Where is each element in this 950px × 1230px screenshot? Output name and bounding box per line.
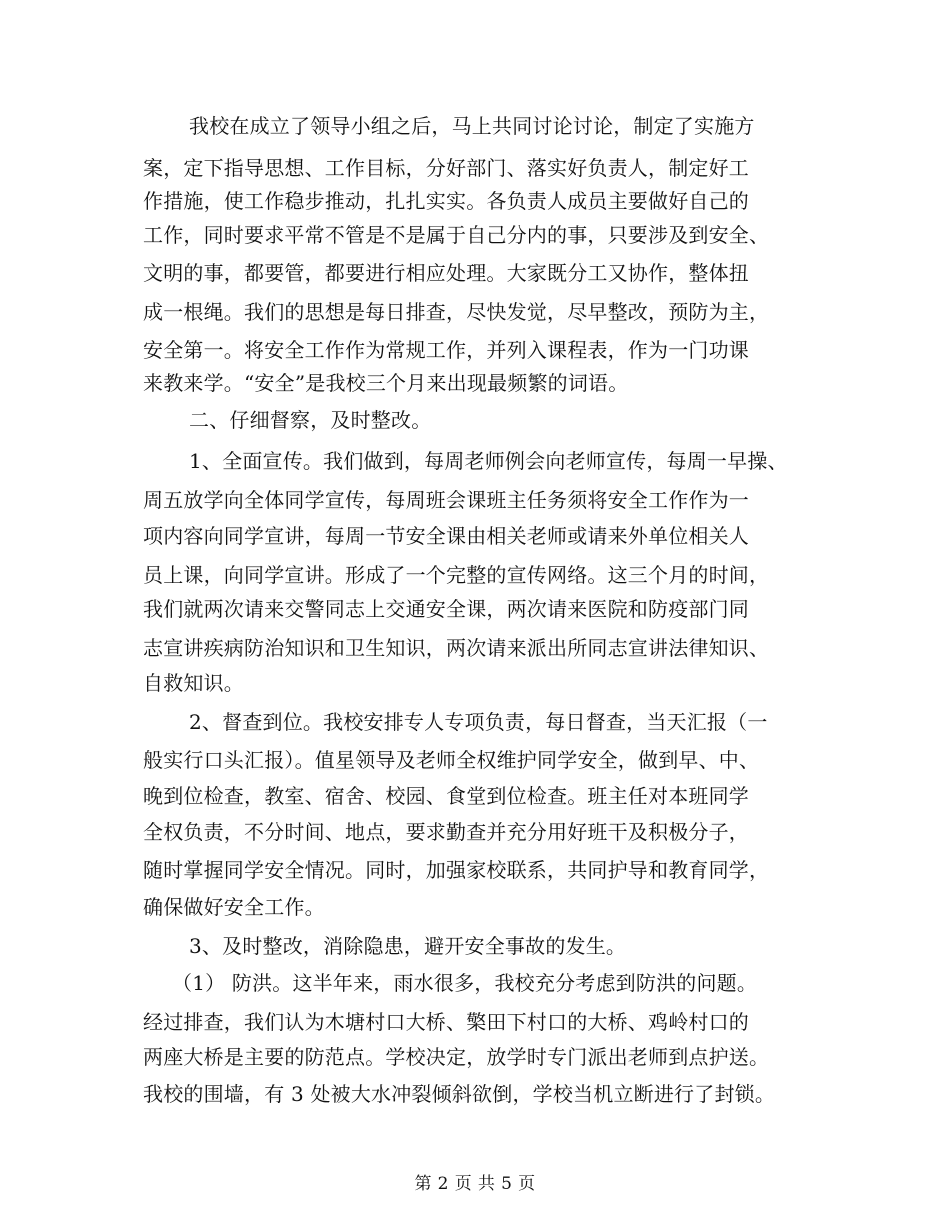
paragraph-line: 确保做好安全工作。 [143, 895, 325, 919]
paragraph-line: 1、全面宣传。我们做到，每周老师例会向老师宣传，每周一早操、 [189, 449, 788, 473]
paragraph-line: 案，定下指导思想、工作目标，分好部门、落实好负责人，制定好工 [143, 156, 749, 180]
paragraph-line: （1） 防洪。这半年来，雨水很多，我校充分考虑到防洪的问题。 [172, 971, 758, 995]
paragraph-line: 随时掌握同学安全情况。同时，加强家校联系，共同护导和教育同学， [143, 858, 770, 882]
paragraph-line: 我校的围墙，有 3 处被大水冲裂倾斜欲倒，学校当机立断进行了封锁。 [143, 1082, 776, 1106]
paragraph-line: 我们就两次请来交警同志上交通安全课，两次请来医院和防疫部门同 [143, 597, 749, 621]
paragraph-line: 全权负责，不分时间、地点，要求勤查并充分用好班干及积极分子， [143, 820, 749, 844]
page-footer: 第 2 页 共 5 页 [414, 1174, 536, 1194]
paragraph-line: 员上课，向同学宣讲。形成了一个完整的宣传网络。这三个月的时间， [143, 563, 770, 587]
paragraph-line: 成一根绳。我们的思想是每日排查，尽快发觉，尽早整改，预防为主， [143, 300, 770, 324]
paragraph-line: 作措施，使工作稳步推动，扎扎实实。各负责人成员主要做好自己的 [143, 189, 749, 213]
paragraph-line: 2、督查到位。我校安排专人专项负责，每日督查，当天汇报（一 [189, 710, 768, 734]
paragraph-line: 文明的事，都要管，都要进行相应处理。大家既分工又协作，整体扭 [143, 261, 749, 285]
section-heading: 3、及时整改，消除隐患，避开安全事故的发生。 [189, 934, 627, 958]
paragraph-line: 经过排查，我们认为木塘村口大桥、檠田下村口的大桥、鸡岭村口的 [143, 1010, 749, 1034]
paragraph-line: 自救知识。 [143, 671, 244, 695]
section-heading: 二、仔细督察，及时整改。 [189, 408, 432, 432]
paragraph-line: 安全第一。将安全工作作为常规工作，并列入课程表，作为一门功课 [143, 338, 749, 362]
paragraph-line: 般实行口头汇报）。值星领导及老师全权维护同学安全，做到早、中、 [143, 748, 760, 772]
paragraph-line: 项内容向同学宣讲，每周一节安全课由相关老师或请来外单位相关人 [143, 524, 749, 548]
paragraph-line: 来教来学。“安全”是我校三个月来出现最频繁的词语。 [143, 371, 629, 395]
paragraph-line: 我校在成立了领导小组之后，马上共同讨论讨论，制定了实施方 [189, 114, 755, 138]
paragraph-line: 晚到位检查，教室、宿舍、校园、食堂到位检查。班主任对本班同学 [143, 784, 749, 808]
paragraph-line: 志宣讲疾病防治知识和卫生知识，两次请来派出所同志宣讲法律知识、 [143, 636, 770, 660]
paragraph-line: 两座大桥是主要的防范点。学校决定，放学时专门派出老师到点护送。 [143, 1045, 770, 1069]
paragraph-line: 周五放学向全体同学宣传，每周班会课班主任务须将安全工作作为一 [143, 488, 749, 512]
paragraph-line: 工作，同时要求平常不管是不是属于自己分内的事，只要涉及到安全、 [143, 223, 770, 247]
